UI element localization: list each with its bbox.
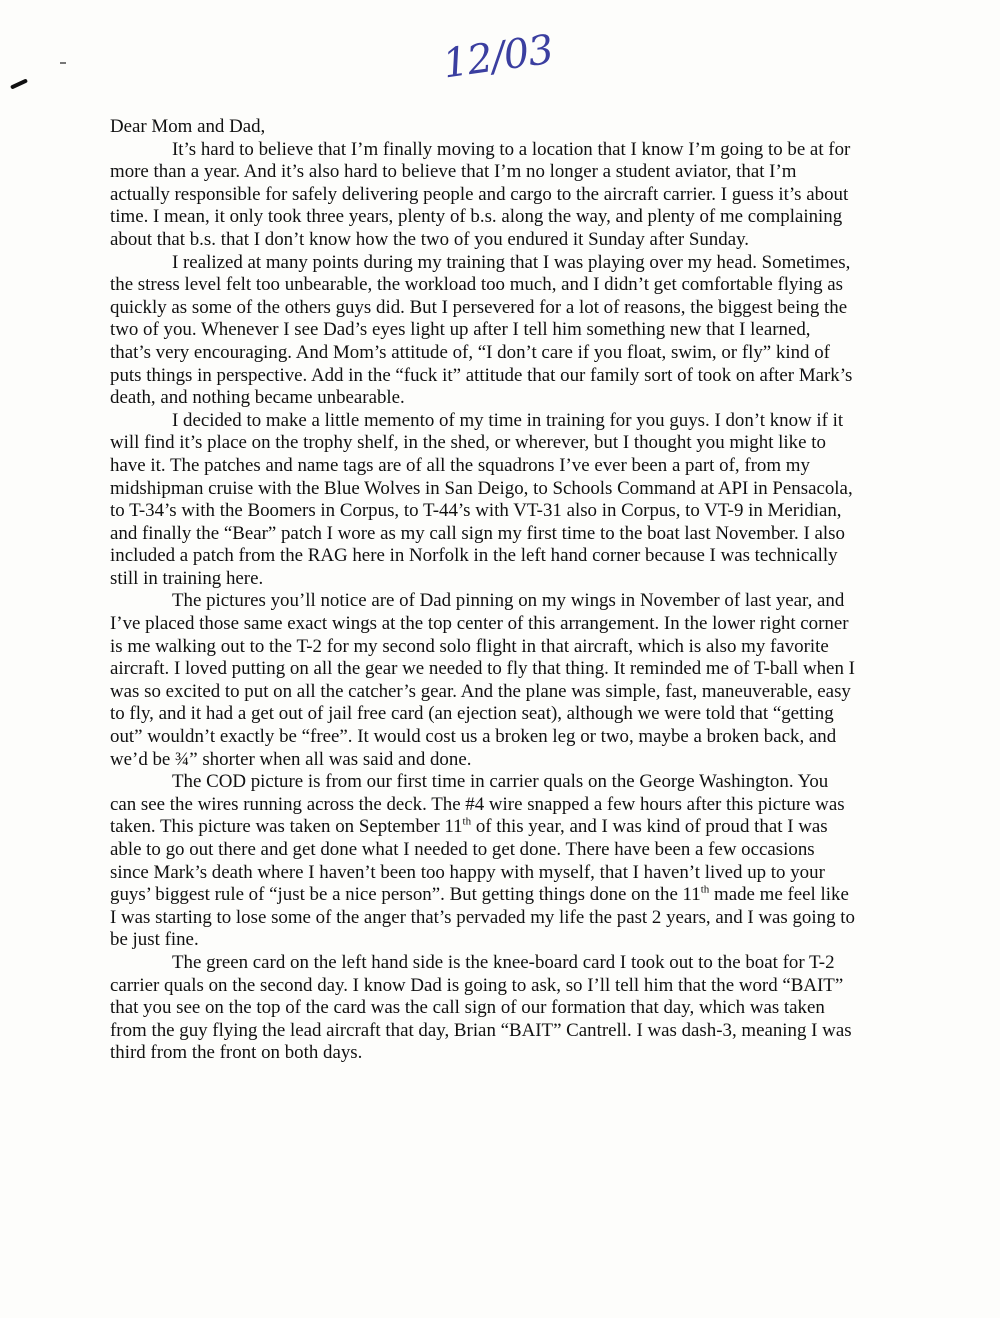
pen-mark-small (60, 62, 66, 64)
paragraph-5-part-1: The COD picture is from our first time in carrier quals on the George Washington. You can see the wires running across the deck. The #4 wire snapped a few hours after this picture was taken. This picture was taken on September 11 (110, 771, 845, 838)
paragraph-4: The pictures you’ll notice are of Dad pinning on my wings in November of last year, and I’ve placed those same exact wings at the top center of this arrangement. In the lower right corner is me walking out to the T-2 for my second solo flight in that aircraft, which is also my favorite aircraft. I loved putting on all the gear we needed to fly that thing. It reminded me of T-ball when I was so excited to put on all the catcher’s gear. And the plane was simple, fast, maneuverable, easy to fly, and it had a get out of jail free card (an ejection seat), although we were told that “getting out” wouldn’t exactly be “free”. It would cost us a broken leg or two, maybe a broken back, and we’d be ¾” shorter when all was said and done. (110, 590, 855, 770)
salutation: Dear Mom and Dad, (110, 116, 266, 137)
paragraph-5-part-2: of this year, and I was kind of proud that I was able to go out there and get done what I needed to get done. There have been a few occasions since Mark’s death where I haven’t been too happy with myself, that I haven’t lived up to your guys’ biggest rule of “just be a nice person”. But getting things done on the 11 (110, 816, 828, 906)
paragraph-3: I decided to make a little memento of my time in training for you guys. I don’t know if it will find it’s place on the trophy shelf, in the shed, or wherever, but I thought you might like to have it. The patches and name tags are of all the squadrons I’ve ever been a part of, from my midshipman cruise with the Blue Wolves in San Deigo, to Schools Command at API in Pensacola, to T-34’s with the Boomers in Corpus, to T-44’s with VT-31 also in Corpus, to VT-9 in Meridian, and finally the “Bear” patch I wore as my call sign my first time to the boat last November. I also included a patch from the RAG here in Norfolk in the left hand corner because I was technically still in training here. (110, 409, 853, 589)
paragraph-1: It’s hard to believe that I’m finally moving to a location that I know I’m going to be at for more than a year. And it’s also hard to believe that I’m no longer a student aviator, that I’m actually responsible for safely delivering people and cargo to the aircraft carrier. I guess it’s about time. I mean, it only took three years, plenty of b.s. along the way, and plenty of me complaining about that b.s. that I don’t know how the two of you endured it Sunday after Sunday. (110, 138, 851, 250)
letter-body (110, 116, 855, 1065)
pen-mark (10, 78, 28, 89)
paragraph-6: The green card on the left hand side is the knee-board card I took out to the boat for T-2 carrier quals on the second day. I know Dad is going to ask, so I’ll tell him that the word “BAIT” that you see on the top of the card was the call sign of our formation that day, which was taken from the guy flying the lead aircraft that day, Brian “BAIT” Cantrell. I was dash-3, meaning I was third from the front on both days. (110, 951, 852, 1064)
ordinal-suffix-2: th (700, 883, 710, 896)
paragraph-5 (110, 771, 855, 952)
paragraph-2: I realized at many points during my training that I was playing over my head. Sometimes, the stress level felt too unbearable, the workload too much, and I didn’t get comfortable flying as quickly as some of the others guys did. But I persevered for a lot of reasons, the biggest being the two of you. Whenever I see Dad’s eyes light up after I tell him something new that I learned, that’s very encouraging. And Mom’s attitude of, “I don’t care if you float, swim, or fly” kind of puts things in perspective. Add in the “fuck it” attitude that our family sort of took on after Mark’s death, and nothing became unbearable. (110, 251, 853, 409)
ordinal-suffix-1: th (462, 816, 472, 829)
paragraph-5-part-3: made me feel like I was starting to lose some of the anger that’s pervaded my life the past 2 years, and I was going to be just fine. (110, 884, 855, 951)
handwritten-date: 12/03 (440, 26, 556, 88)
